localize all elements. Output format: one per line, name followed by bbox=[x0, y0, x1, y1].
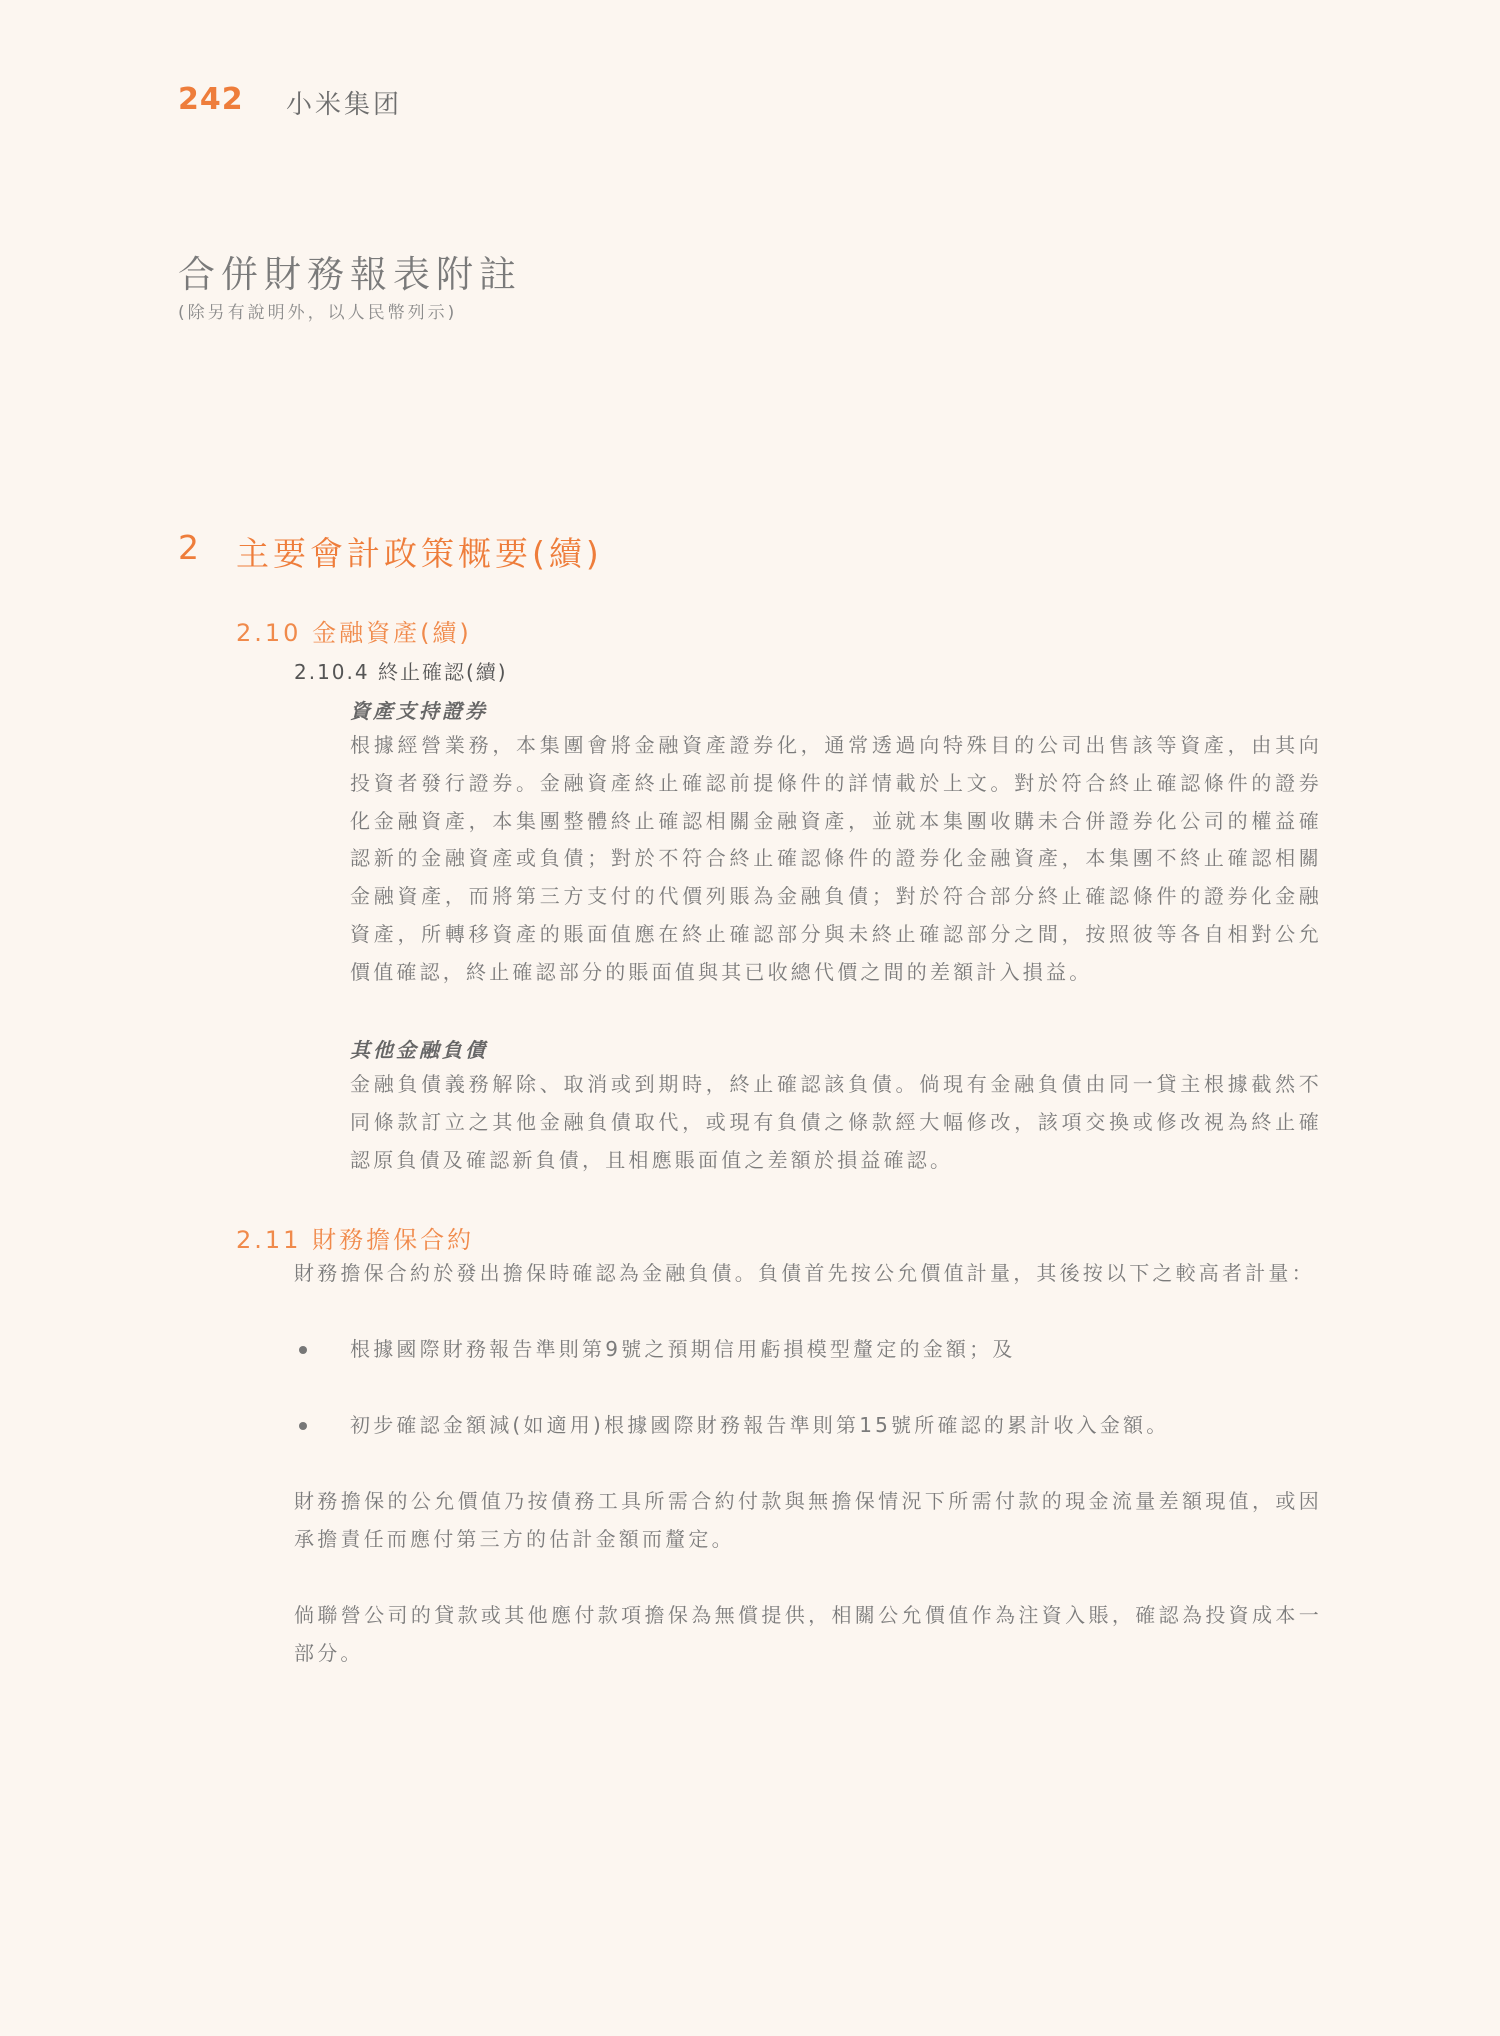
page-number: 242 bbox=[178, 82, 244, 117]
document-subtitle: (除另有說明外，以人民幣列示) bbox=[178, 303, 458, 323]
section-title: 主要會計政策概要(續) bbox=[236, 534, 603, 573]
other-liabilities-heading: 其他金融負債 bbox=[350, 1038, 488, 1062]
document-title: 合併財務報表附註 bbox=[178, 253, 522, 296]
other-liabilities-paragraph: 金融負債義務解除、取消或到期時，終止確認該負債。倘現有金融負債由同一貸主根據截然不同條款訂立之其他金融負債取代，或現有負債之條款經大幅修改，該項交換或修改視為終止確認原負債及確認新負債，且相應賬面值之差額於損益確認。 bbox=[350, 1072, 1322, 1172]
bullet-item: 根據國際財務報告準則第9號之預期信用虧損模型釐定的金額；及 bbox=[350, 1337, 1016, 1361]
associate-guarantee-paragraph: 倘聯營公司的貸款或其他應付款項擔保為無償提供，相關公允價值作為注資入賬，確認為投資成本一部分。 bbox=[294, 1603, 1322, 1665]
company-name: 小米集团 bbox=[286, 90, 403, 120]
bullet-item: 初步確認金額減(如適用)根據國際財務報告準則第15號所確認的累計收入金額。 bbox=[350, 1413, 1170, 1437]
abs-heading: 資產支持證券 bbox=[350, 699, 488, 723]
bullet-icon bbox=[299, 1422, 307, 1430]
subsubsection-title-2-10-4: 2.10.4 終止確認(續) bbox=[294, 660, 508, 684]
subsection-title-2-10: 2.10 金融資產(續) bbox=[236, 619, 472, 647]
guarantee-intro: 財務擔保合約於發出擔保時確認為金融負債。負債首先按公允價值計量，其後按以下之較高者計量： bbox=[294, 1261, 1315, 1285]
section-number: 2 bbox=[178, 528, 199, 567]
subsection-title-2-11: 2.11 財務擔保合約 bbox=[236, 1226, 475, 1254]
abs-paragraph: 根據經營業務，本集團會將金融資產證券化，通常透過向特殊目的公司出售該等資產，由其向投資者發行證券。金融資產終止確認前提條件的詳情載於上文。對於符合終止確認條件的證券化金融資產，本集團整體終止確認相關金融資產，並就本集團收購未合併證券化公司的權益確認新的金融資產或負債；對於不符合終止確認條件的證券化金融資產，本集團不終止確認相關金融資產，而將第三方支付的代價列賬為金融負債；對於符合部分終止確認條件的證券化金融資產，所轉移資產的賬面值應在終止確認部分與未終止確認部分之間，按照彼等各自相對公允價值確認，終止確認部分的賬面值與其已收總代價之間的差額計入損益。 bbox=[350, 733, 1322, 984]
bullet-icon bbox=[299, 1346, 307, 1354]
guarantee-fair-value-paragraph: 財務擔保的公允價值乃按債務工具所需合約付款與無擔保情況下所需付款的現金流量差額現值，或因承擔責任而應付第三方的估計金額而釐定。 bbox=[294, 1489, 1322, 1551]
